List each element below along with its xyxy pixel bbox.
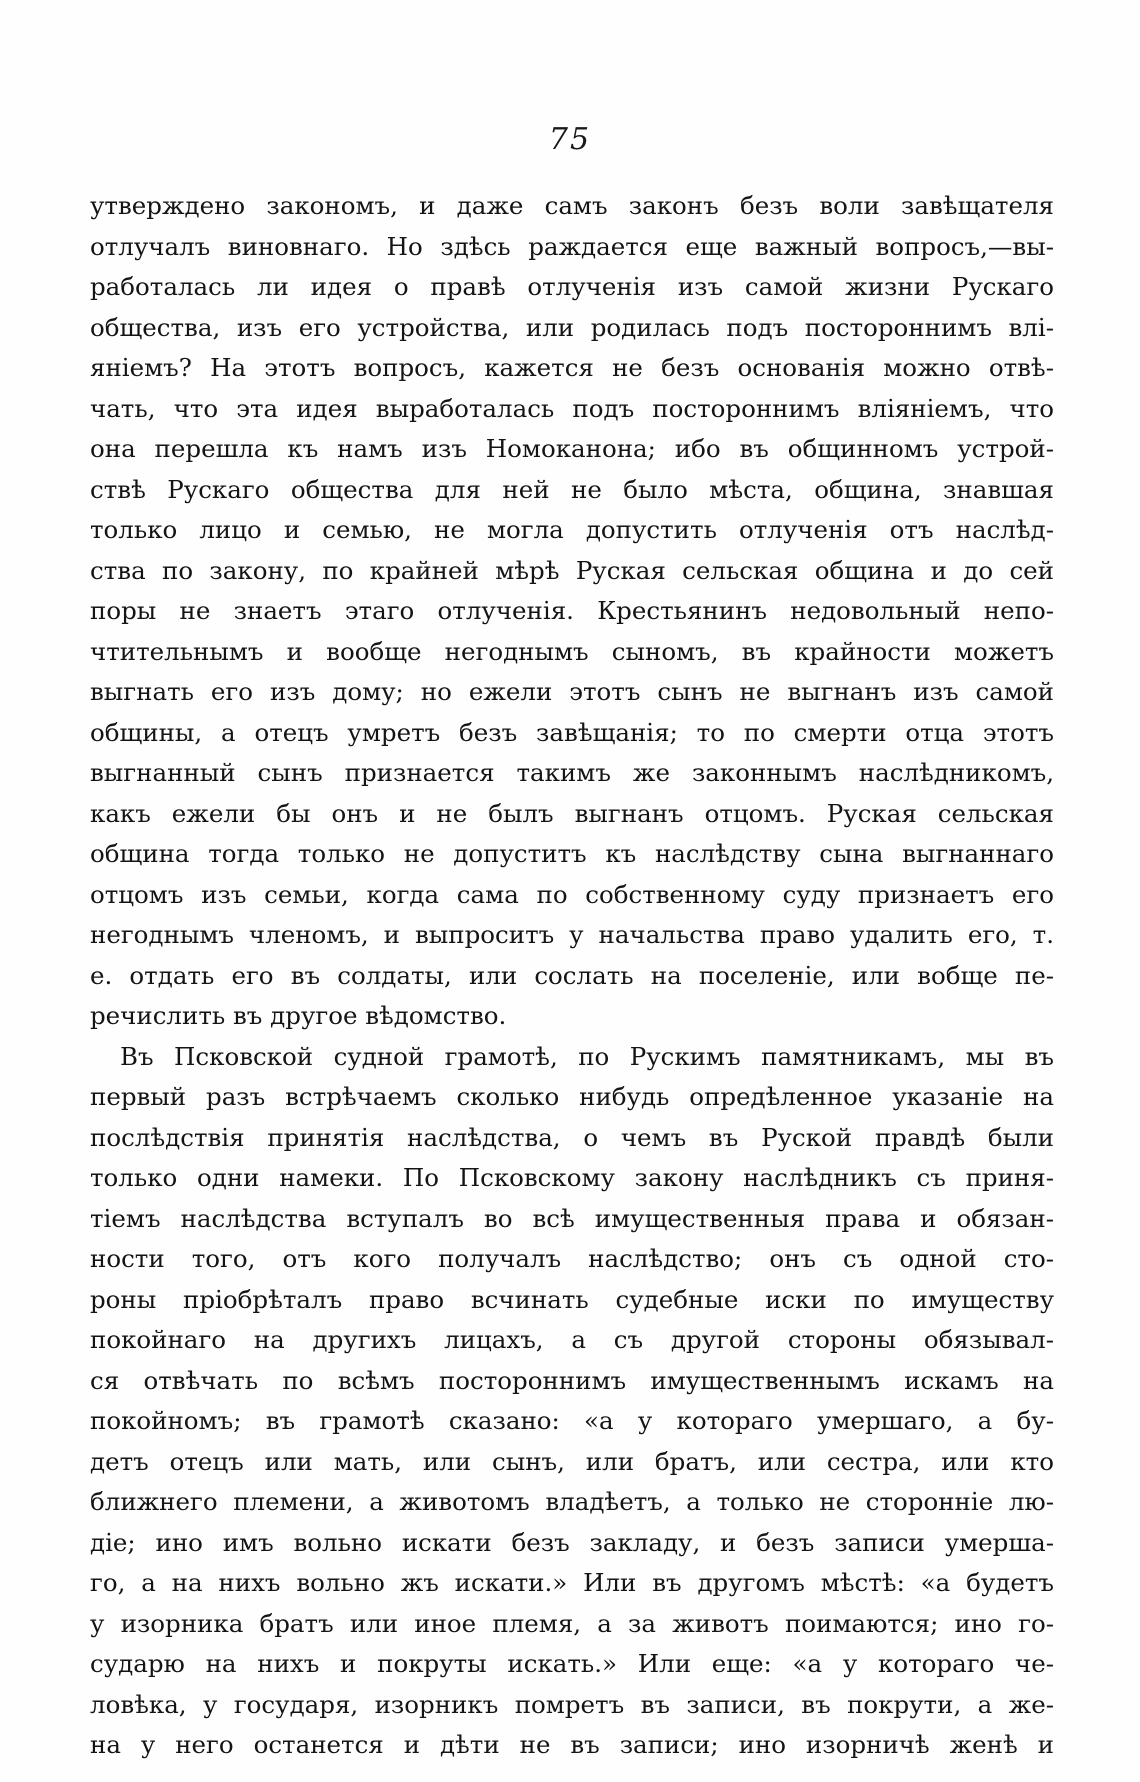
text-line: выгнанный сынъ признается такимъ же законнымъ наслѣдникомъ, xyxy=(90,758,1054,787)
text-line: покойнаго на другихъ лицахъ, а съ другой стороны обязывал- xyxy=(90,1325,1054,1354)
text-line: чтительнымъ и вообще негоднымъ сыномъ, въ крайности можетъ xyxy=(90,636,1054,666)
text-line: Въ Псковской судной грамотѣ, по Рускимъ памятникамъ, мы въ xyxy=(120,1041,1054,1071)
text-line: чать, что эта идея выработалась подъ постороннимъ вліяніемъ, что xyxy=(90,393,1054,423)
text-line: негоднымъ членомъ, и выпроситъ у начальства право удалить его, т. xyxy=(90,920,1054,949)
text-line: утверждено закономъ, и даже самъ законъ безъ воли завѣщателя xyxy=(90,191,1054,220)
page-number: 75 xyxy=(548,122,592,157)
text-line: поры не знаетъ этаго отлученія. Крестьянинъ недовольный непо- xyxy=(90,596,1054,625)
text-line: ближнего племени, а животомъ владѣетъ, а только не сторонніе лю- xyxy=(90,1487,1054,1516)
text-line: у изорника братъ или иное племя, а за животъ поимаются; ино го- xyxy=(90,1608,1054,1638)
body-text xyxy=(90,186,1054,1766)
text-line: на у него останется и дѣти не въ записи; ино изорничѣ женѣ и xyxy=(90,1730,1054,1759)
paragraph-1 xyxy=(90,186,1054,1037)
text-line: го, а на нихъ вольно жъ искати.» Или въ другомъ мѣстѣ: «а будетъ xyxy=(90,1568,1054,1597)
paragraph-2 xyxy=(90,1037,1054,1766)
text-line: роны пріобрѣталъ право всчинать судебные иски по имуществу xyxy=(90,1284,1054,1314)
text-line: община тогда только не допуститъ къ наслѣдству сына выгнаннаго xyxy=(90,839,1054,868)
text-line: сударю на нихъ и покруты искать.» Или еще: «а у котораго че- xyxy=(90,1649,1054,1678)
text-line: выгнать его изъ дому; но ежели этотъ сынъ не выгнанъ изъ самой xyxy=(90,677,1054,706)
text-line: первый разъ встрѣчаемъ сколько нибудь опредѣленное указаніе на xyxy=(90,1082,1054,1111)
text-line: діе; ино имъ вольно искати безъ закладу, и безъ записи умерша- xyxy=(90,1527,1054,1557)
text-line: какъ ежели бы онъ и не былъ выгнанъ отцомъ. Руская сельская xyxy=(90,798,1054,828)
text-line: е. отдать его въ солдаты, или сослать на поселеніе, или вобще пе- xyxy=(90,960,1054,990)
text-line: общества, изъ его устройства, или родилась подъ постороннимъ влі- xyxy=(90,312,1054,342)
text-line: яніемъ? На этотъ вопросъ, кажется не безъ основанія можно отвѣ- xyxy=(90,353,1054,382)
text-line: ности того, отъ кого получалъ наслѣдство; онъ съ одной сто- xyxy=(90,1244,1054,1273)
text-line: общины, а отецъ умретъ безъ завѣщанія; то по смерти отца этотъ xyxy=(90,717,1054,747)
text-line: ства по закону, по крайней мѣрѣ Руская сельская община и до сей xyxy=(90,555,1054,585)
text-line: покойномъ; въ грамотѣ сказано: «а у котораго умершаго, а бу- xyxy=(90,1406,1054,1435)
text-line: ловѣка, у государя, изорникъ помретъ въ записи, въ покрути, а же- xyxy=(90,1689,1054,1719)
text-line: она перешла къ намъ изъ Номоканона; ибо въ общинномъ устрой- xyxy=(90,434,1054,463)
text-line: ствѣ Рускаго общества для ней не было мѣста, община, знавшая xyxy=(90,474,1054,504)
text-line: послѣдствія принятія наслѣдства, о чемъ въ Руской правдѣ были xyxy=(90,1122,1054,1152)
text-line: тіемъ наслѣдства вступалъ во всѣ имущественныя права и обязан- xyxy=(90,1203,1054,1233)
text-line: детъ отецъ или мать, или сынъ, или братъ, или сестра, или кто xyxy=(90,1446,1054,1476)
text-line: речислить въ другое вѣдомство. xyxy=(90,1001,507,1030)
text-line: отлучалъ виновнаго. Но здѣсь раждается еще важный вопросъ,—вы- xyxy=(90,231,1054,261)
text-line: только лицо и семью, не могла допустить отлученія отъ наслѣд- xyxy=(90,515,1054,544)
text-line: отцомъ изъ семьи, когда сама по собственному суду признаетъ его xyxy=(90,879,1054,909)
text-line: ся отвѣчать по всѣмъ постороннимъ имущественнымъ искамъ на xyxy=(90,1365,1054,1395)
text-line: работалась ли идея о правѣ отлученія изъ самой жизни Рускаго xyxy=(90,272,1054,301)
text-line: только одни намеки. По Псковскому закону наслѣдникъ съ приня- xyxy=(90,1163,1054,1192)
